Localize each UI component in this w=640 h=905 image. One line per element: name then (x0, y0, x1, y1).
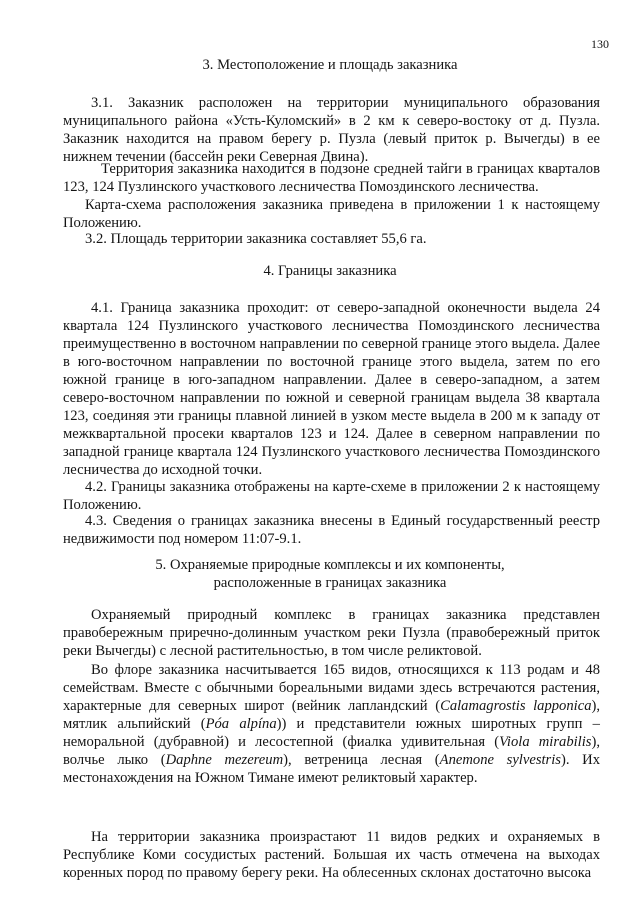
paragraph-3-2: 3.2. Площадь территории заказника составляет 55,6 га. (85, 231, 427, 247)
paragraph-territory: Территория заказника находится в подзоне средней тайги в границах кварталов 123, 124 Пузлинского участкового лесничества Помоздинского лесничества. (63, 161, 600, 195)
paragraph-protected-complex: Охраняемый природный комплекс в границах заказника представлен правобережным приречно-долинным участком реки Пузла (правобережный приток реки Вычегды) с лесной растительностью, в том числе реликтовой. (63, 607, 600, 659)
flora-text-d: ), волчье лыко ( (63, 734, 600, 768)
paragraph-3-1: 3.1. Заказник расположен на территории муниципального образования муниципального района «Усть-Куломский» в 2 км к северо-востоку от д. Пузла. Заказник находится на правом берегу р. Пузла (левый приток р. Вычегды) в ее нижнем течении (бассейн реки Северная Двина). (63, 95, 600, 165)
section-3-heading: 3. Местоположение и площадь заказника (202, 57, 458, 73)
paragraph-rare-species: На территории заказника произрастают 11 видов редких и охраняемых в Республике Коми сосудистых растений. Большая их часть отмечена на выходах коренных пород по правому берегу реки. На облесенных склонах достаточно высока (63, 829, 600, 881)
section-4-heading: 4. Границы заказника (263, 263, 397, 279)
species-anemone-sylvestris: Anemone sylvestris (439, 752, 561, 768)
flora-text-f: ). Их местонахождения на Южном Тимане имеют реликтовый характер. (63, 752, 600, 786)
paragraph-flora (63, 661, 600, 787)
species-daphne-mezereum: Daphne mezereum (165, 752, 284, 768)
paragraph-4-3: 4.3. Сведения о границах заказника внесены в Единый государственный реестр недвижимости под номером 11:07-9.1. (63, 513, 600, 547)
paragraph-4-1: 4.1. Граница заказника проходит: от северо-западной оконечности выдела 24 квартала 124 Пузлинского участкового лесничества Помоздинского лесничества преимущественно в восточном направлении по северной границе этого выдела. Далее в юго-восточном направлении по восточной границе этого выдела, затем по его южной границе в юго-западном направлении. Далее в северо-западном, а затем северо-восточном направлении по южной и северной границам выдела 38 квартала 123, соединяя эти границы плавной линией в узком месте выдела в 200 м к западу от межквартальной просеки кварталов 123 и 124. Далее в северном направлении по западной границе квартала 124 Пузлинского участкового лесничества Помоздинского лесничества до исходной точки. (63, 300, 600, 478)
flora-text-a: Во флоре заказника насчитывается 165 видов, относящихся к 113 родам и 48 семействам. Вместе с обычными бореальными видами здесь встречаются растения, характерные для северных широт (вейник лапландский ( (63, 662, 600, 714)
flora-text-b: ), мятлик альпийский ( (63, 698, 601, 732)
species-viola-mirabilis: Viola mirabilis (499, 734, 592, 750)
paragraph-4-2: 4.2. Границы заказника отображены на карте-схеме в приложении 2 к настоящему Положению. (63, 479, 600, 513)
species-poa-alpina: Póa alpína (205, 716, 277, 732)
paragraph-map-reference: Карта-схема расположения заказника приведена в приложении 1 к настоящему Положению. (63, 197, 600, 231)
flora-text-e: ), ветреница лесная ( (283, 752, 440, 768)
flora-text-c: )) и представители южных широтных групп – неморальной (дубравной) и лесостепной (фиалка удивительная ( (63, 716, 600, 750)
section-5-heading-line-2: расположенные в границах заказника (213, 575, 447, 591)
species-calamagrostis: Calamagrostis lapponica (440, 698, 592, 714)
section-5-heading-line-1: 5. Охраняемые природные комплексы и их компоненты, (155, 557, 505, 573)
page-number: 130 (591, 37, 609, 51)
